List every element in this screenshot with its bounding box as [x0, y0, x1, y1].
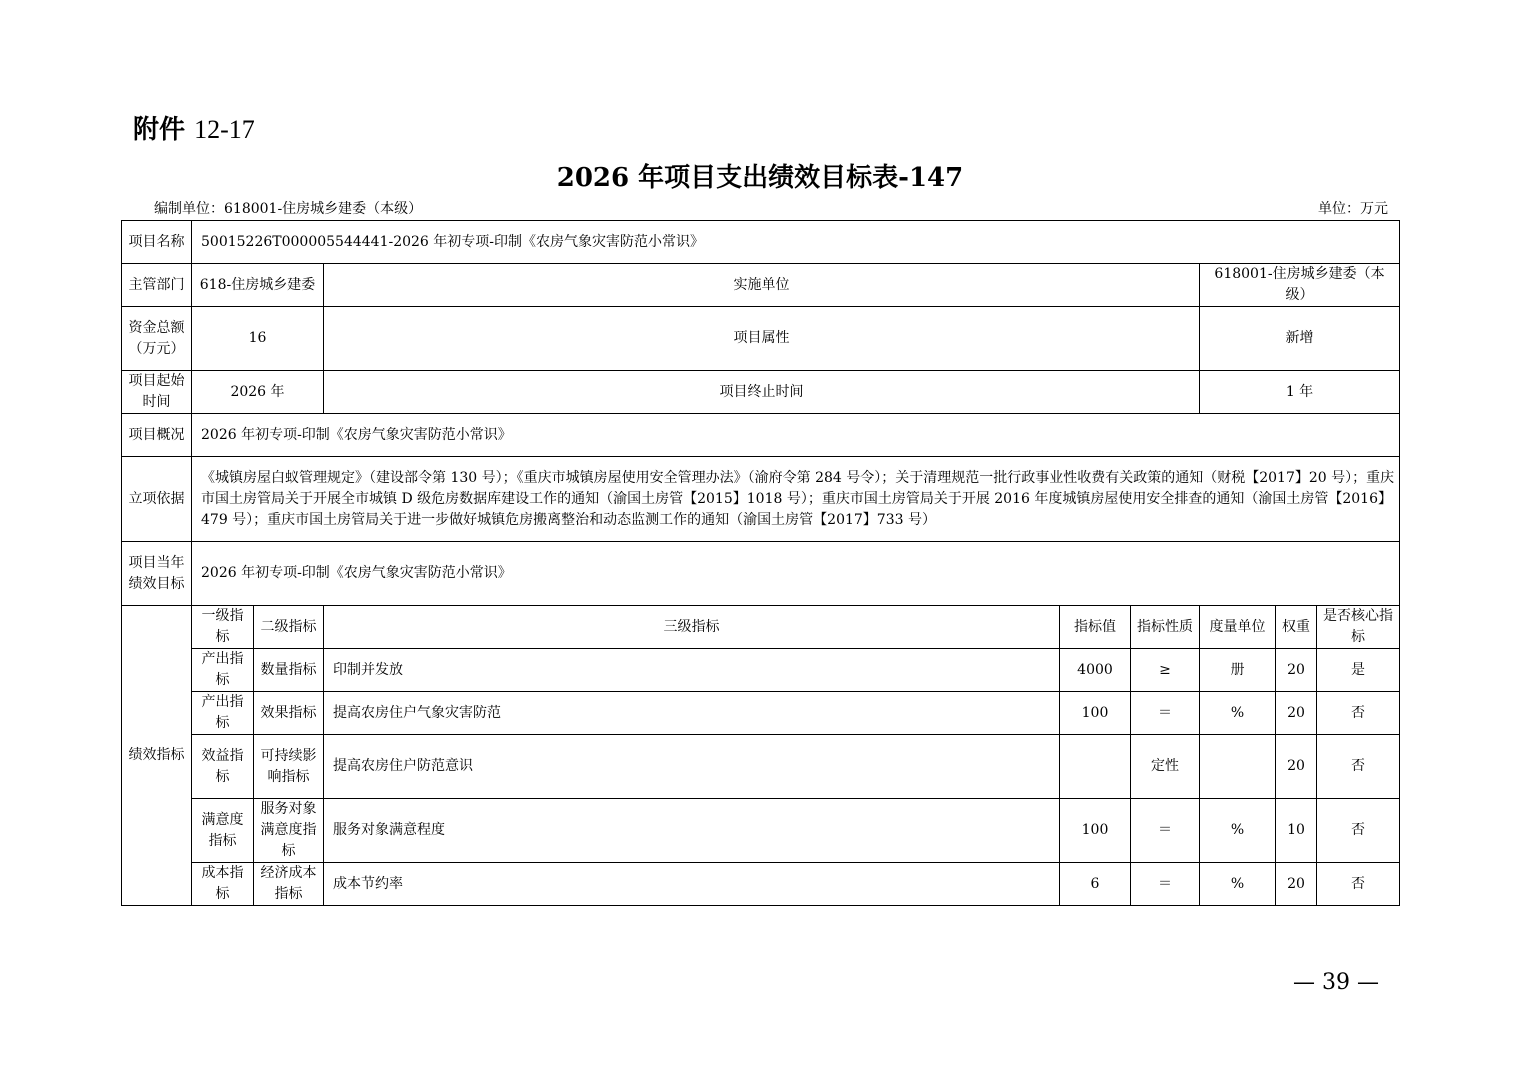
attachment-label: [133, 113, 255, 147]
indicator-weight: 10: [1276, 799, 1317, 863]
indicator-level1: 满意度指标: [192, 799, 254, 863]
indicator-level3: 服务对象满意程度: [324, 799, 1060, 863]
indicator-row: [122, 799, 1400, 863]
indicator-value: 100: [1060, 692, 1131, 735]
indicator-weight: 20: [1276, 863, 1317, 906]
indicator-unit: 册: [1200, 649, 1276, 692]
indicator-level3: 提高农房住户气象灾害防范: [324, 692, 1060, 735]
start-value: 2026 年: [192, 371, 324, 414]
indicator-weight: 20: [1276, 649, 1317, 692]
impl-unit-label: 实施单位: [324, 264, 1200, 307]
indicator-row: [122, 692, 1400, 735]
indicator-value: 6: [1060, 863, 1131, 906]
indicator-row: [122, 735, 1400, 799]
row-basis: [122, 457, 1400, 542]
header-level3: 三级指标: [324, 606, 1060, 649]
indicator-nature: ≥: [1131, 649, 1200, 692]
dept-value: 618-住房城乡建委: [192, 264, 324, 307]
attr-label: 项目属性: [324, 307, 1200, 371]
fund-value: 16: [192, 307, 324, 371]
indicator-level1: 效益指标: [192, 735, 254, 799]
indicator-level1: 产出指标: [192, 649, 254, 692]
header-unit: 度量单位: [1200, 606, 1276, 649]
indicator-value: 4000: [1060, 649, 1131, 692]
row-goal: [122, 542, 1400, 606]
fund-label: 资金总额（万元）: [122, 307, 192, 371]
attr-value: 新增: [1200, 307, 1400, 371]
indicator-core: 否: [1317, 799, 1400, 863]
header-core: 是否核心指标: [1317, 606, 1400, 649]
indicator-core: 否: [1317, 863, 1400, 906]
money-unit: 单位：万元: [1318, 201, 1388, 217]
header-value: 指标值: [1060, 606, 1131, 649]
page-number: — 39 —: [1293, 970, 1379, 995]
indicator-level2: 效果指标: [254, 692, 324, 735]
impl-unit-value: 618001-住房城乡建委（本级）: [1200, 264, 1400, 307]
indicator-level2: 经济成本指标: [254, 863, 324, 906]
indicator-value: 100: [1060, 799, 1131, 863]
overview-value: 2026 年初专项-印制《农房气象灾害防范小常识》: [192, 414, 1400, 457]
header-level1: 一级指标: [192, 606, 254, 649]
indicator-unit: [1200, 735, 1276, 799]
start-label: 项目起始时间: [122, 371, 192, 414]
row-project-name: [122, 221, 1400, 264]
attachment-number: 12-17: [194, 115, 255, 144]
performance-table: [121, 220, 1400, 906]
indicator-core: 否: [1317, 692, 1400, 735]
indicator-level3: 提高农房住户防范意识: [324, 735, 1060, 799]
overview-label: 项目概况: [122, 414, 192, 457]
indicator-level2: 可持续影响指标: [254, 735, 324, 799]
row-overview: [122, 414, 1400, 457]
indicator-header-row: [122, 606, 1400, 649]
indicator-core: 是: [1317, 649, 1400, 692]
attachment-word: 附件: [133, 115, 186, 145]
indicator-weight: 20: [1276, 735, 1317, 799]
goal-value: 2026 年初专项-印制《农房气象灾害防范小常识》: [192, 542, 1400, 606]
indicator-nature: ＝: [1131, 863, 1200, 906]
header-level2: 二级指标: [254, 606, 324, 649]
end-label: 项目终止时间: [324, 371, 1200, 414]
indicator-row: [122, 863, 1400, 906]
indicator-level2: 数量指标: [254, 649, 324, 692]
row-department: [122, 264, 1400, 307]
indicator-level1: 产出指标: [192, 692, 254, 735]
indicator-nature: ＝: [1131, 692, 1200, 735]
project-name-value: 50015226T000005544441-2026 年初专项-印制《农房气象灾害防范小常识》: [192, 221, 1400, 264]
indicator-unit: %: [1200, 863, 1276, 906]
compiler-unit: 编制单位：618001-住房城乡建委（本级）: [154, 201, 423, 217]
page-title: 2026 年项目支出绩效目标表-147: [556, 163, 964, 193]
indicator-value: [1060, 735, 1131, 799]
indicator-weight: 20: [1276, 692, 1317, 735]
end-value: 1 年: [1200, 371, 1400, 414]
row-period: [122, 371, 1400, 414]
indicator-row: [122, 649, 1400, 692]
indicators-section-label: 绩效指标: [122, 606, 192, 906]
row-fund: [122, 307, 1400, 371]
goal-label: 项目当年绩效目标: [122, 542, 192, 606]
basis-value: 《城镇房屋白蚁管理规定》（建设部令第 130 号）；《重庆市城镇房屋使用安全管理办法》（渝府令第 284 号令）；关于清理规范一批行政事业性收费有关政策的通知（财税【2017】20 号）；重庆市国土房管局关于开展全市城镇 D 级危房数据库建设工作的通知（渝国土房管【2015】1018 号）；重庆市国土房管局关于开展 2016 年度城镇房屋使用安全排查的通知（渝国土房管【2016】479 号）；重庆市国土房管局关于进一步做好城镇危房搬离整治和动态监测工作的通知（渝国土房管【2017】733 号）: [192, 457, 1400, 542]
indicator-unit: %: [1200, 692, 1276, 735]
dept-label: 主管部门: [122, 264, 192, 307]
basis-label: 立项依据: [122, 457, 192, 542]
indicator-unit: %: [1200, 799, 1276, 863]
project-name-label: 项目名称: [122, 221, 192, 264]
header-weight: 权重: [1276, 606, 1317, 649]
indicator-nature: ＝: [1131, 799, 1200, 863]
header-nature: 指标性质: [1131, 606, 1200, 649]
indicator-core: 否: [1317, 735, 1400, 799]
indicator-level3: 成本节约率: [324, 863, 1060, 906]
indicator-nature: 定性: [1131, 735, 1200, 799]
indicator-level3: 印制并发放: [324, 649, 1060, 692]
indicator-level1: 成本指标: [192, 863, 254, 906]
indicator-level2: 服务对象满意度指标: [254, 799, 324, 863]
